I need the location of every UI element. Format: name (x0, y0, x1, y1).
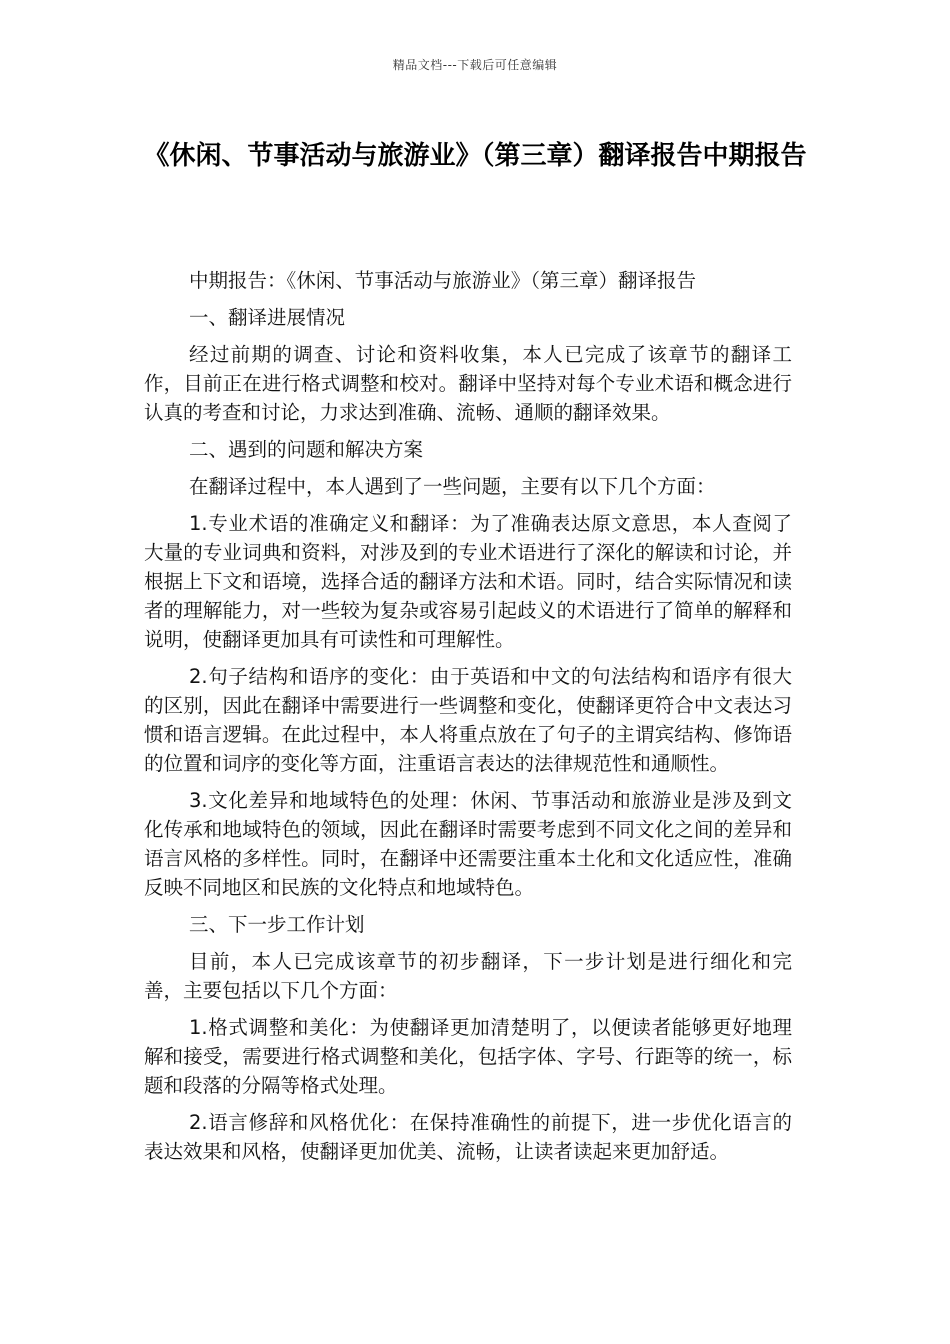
paragraph-problem-culture: 3.文化差异和地域特色的处理：休闲、节事活动和旅游业是涉及到文化传承和地域特色的领域，因此在翻译时需要考虑到不同文化之间的差异和语言风格的多样性。同时，在翻译中还需要注重本土化和文化适应性，准确反映不同地区和民族的文化特点和地域特色。 (144, 789, 792, 899)
paragraph-plan-format: 1.格式调整和美化：为使翻译更加清楚明了，以便读者能够更好地理解和接受，需要进行格式调整和美化，包括字体、字号、行距等的统一，标题和段落的分隔等格式处理。 (144, 1016, 792, 1097)
section-heading-plan: 三、下一步工作计划 (189, 913, 365, 936)
document-body (144, 266, 792, 1174)
paragraph-plan-style: 2.语言修辞和风格优化：在保持准确性的前提下，进一步优化语言的表达效果和风格，使翻译更加优美、流畅，让读者读起来更加舒适。 (144, 1111, 792, 1163)
page-header-note: 精品文档---下载后可任意编辑 (392, 58, 558, 72)
section-heading-problems: 二、遇到的问题和解决方案 (189, 438, 424, 461)
report-subtitle: 中期报告：《休闲、节事活动与旅游业》（第三章）翻译报告 (189, 269, 697, 292)
paragraph-problem-terminology: 1.专业术语的准确定义和翻译：为了准确表达原文意思，本人查阅了大量的专业词典和资料，对涉及到的专业术语进行了深化的解读和讨论，并根据上下文和语境，选择合适的翻译方法和术语。同时，结合实际情况和读者的理解能力，对一些较为复杂或容易引起歧义的术语进行了简单的解释和说明，使翻译更加具有可读性和可理解性。 (144, 512, 792, 651)
section-heading-progress: 一、翻译进展情况 (189, 306, 346, 329)
paragraph-problems-intro: 在翻译过程中，本人遇到了一些问题，主要有以下几个方面： (189, 475, 716, 498)
paragraph-progress: 经过前期的调查、讨论和资料收集，本人已完成了该章节的翻译工作，目前正在进行格式调整和校对。翻译中坚持对每个专业术语和概念进行认真的考查和讨论，力求达到准确、流畅、通顺的翻译效果。 (144, 343, 792, 424)
paragraph-plan-intro: 目前，本人已完成该章节的初步翻译，下一步计划是进行细化和完善，主要包括以下几个方面： (144, 950, 792, 1002)
paragraph-problem-sentence-structure: 2.句子结构和语序的变化：由于英语和中文的句法结构和语序有很大的区别，因此在翻译中需要进行一些调整和变化，使翻译更符合中文表达习惯和语言逻辑。在此过程中，本人将重点放在了句子的主谓宾结构、修饰语的位置和词序的变化等方面，注重语言表达的法律规范性和通顺性。 (144, 665, 792, 775)
document-title: 《休闲、节事活动与旅游业》（第三章）翻译报告中期报告 (143, 141, 807, 171)
